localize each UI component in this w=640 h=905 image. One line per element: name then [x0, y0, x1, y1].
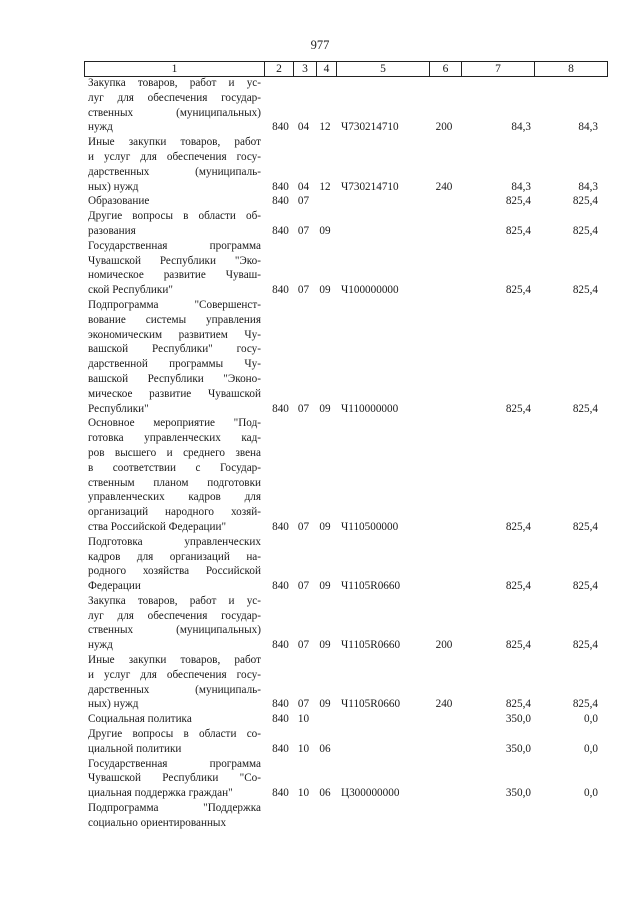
row-description [84, 712, 263, 727]
row-subsection: 09 [319, 520, 331, 533]
description-line: ской Республики" [88, 284, 173, 297]
row-section: 10 [297, 787, 310, 800]
row-amount-year-1: 84,3 [511, 121, 531, 134]
row-admin-code: 840 [272, 639, 289, 652]
row-amount-year-2: 84,3 [578, 180, 598, 193]
table-row [84, 727, 606, 757]
row-amount-year-1: 825,4 [505, 284, 531, 297]
row-section: 04 [297, 180, 310, 193]
description-line: вашской Республики" госу- [88, 343, 261, 356]
row-description [84, 209, 263, 239]
row-target-article: Ц300000000 [341, 787, 400, 800]
row-admin-code: 840 [272, 580, 289, 593]
row-description [84, 535, 263, 594]
header-col-8: 8 [534, 62, 607, 76]
description-line: ственных (муниципальных) [88, 106, 261, 119]
row-amount-year-1: 825,4 [505, 580, 531, 593]
row-amount-year-2: 84,3 [578, 121, 598, 134]
row-admin-code: 840 [272, 787, 289, 800]
description-line: Государственная программа [88, 757, 261, 770]
row-section: 07 [297, 580, 310, 593]
row-subsection: 06 [319, 742, 331, 755]
table-row [84, 594, 606, 653]
row-description [84, 298, 263, 416]
row-subsection: 09 [319, 224, 331, 237]
header-col-4: 4 [316, 62, 336, 76]
description-line: Подпрограмма "Совершенст- [88, 298, 261, 311]
row-section: 10 [297, 742, 310, 755]
row-target-article: Ч1105R0660 [341, 639, 401, 652]
row-amount-year-2: 0,0 [584, 742, 598, 755]
row-amount-year-1: 350,0 [505, 787, 531, 800]
row-section: 07 [297, 520, 310, 533]
description-line: Чувашской Республики "Со- [88, 772, 261, 785]
row-amount-year-1: 825,4 [505, 402, 531, 415]
row-target-article: Ч730214710 [341, 180, 399, 193]
description-line: Подготовка управленческих [88, 535, 261, 548]
table-row [84, 757, 606, 801]
row-amount-year-2: 825,4 [572, 224, 598, 237]
table-row [84, 135, 606, 194]
row-target-article: Ч1105R0660 [341, 580, 401, 593]
table-row [84, 801, 606, 831]
row-amount-year-1: 825,4 [505, 698, 531, 711]
row-expense-type: 240 [435, 698, 453, 711]
row-amount-year-1: 825,4 [505, 639, 531, 652]
row-description [84, 194, 263, 209]
row-description [84, 135, 263, 194]
table-header [84, 61, 608, 77]
description-line: вование системы управления [88, 313, 261, 326]
description-line: и услуг для обеспечения госу- [88, 150, 261, 163]
table-row [84, 712, 606, 727]
row-amount-year-2: 825,4 [572, 698, 598, 711]
row-subsection: 09 [319, 402, 331, 415]
row-target-article: Ч110500000 [341, 520, 399, 533]
description-line: Иные закупки товаров, работ [88, 136, 261, 149]
description-line: управленческих кадров для [88, 491, 261, 504]
row-amount-year-1: 825,4 [505, 224, 531, 237]
description-line: луг для обеспечения государ- [88, 91, 261, 104]
header-col-5: 5 [336, 62, 429, 76]
description-line: Другие вопросы в области со- [88, 728, 261, 741]
row-admin-code: 840 [272, 713, 289, 726]
row-target-article: Ч1105R0660 [341, 698, 401, 711]
description-line: ных) нужд [88, 180, 139, 193]
description-line: Подпрограмма "Поддержка [88, 802, 261, 815]
row-amount-year-1: 350,0 [505, 742, 531, 755]
row-subsection: 09 [319, 284, 331, 297]
table-row [84, 535, 606, 594]
row-description [84, 801, 263, 831]
row-admin-code: 840 [272, 520, 289, 533]
row-amount-year-2: 0,0 [584, 713, 598, 726]
row-amount-year-1: 350,0 [505, 713, 531, 726]
description-line: Закупка товаров, работ и ус- [88, 77, 261, 89]
description-line: социально ориентированных [88, 816, 227, 829]
header-col-6: 6 [429, 62, 461, 76]
description-line: мическое развитие Чувашской [88, 387, 261, 400]
header-col-2: 2 [264, 62, 293, 76]
row-amount-year-2: 0,0 [584, 787, 598, 800]
row-section: 07 [297, 195, 310, 208]
row-description [84, 594, 263, 653]
description-line: дарственных (муниципаль- [88, 683, 261, 696]
row-description [84, 653, 263, 712]
row-target-article: Ч730214710 [341, 121, 399, 134]
row-amount-year-1: 825,4 [505, 195, 531, 208]
row-subsection: 09 [319, 580, 331, 593]
description-line: нужд [88, 639, 113, 652]
row-admin-code: 840 [272, 180, 289, 193]
header-col-1: 1 [171, 63, 178, 75]
row-description [84, 239, 263, 298]
description-line: Основное мероприятие "Под- [88, 417, 261, 430]
row-section: 07 [297, 402, 310, 415]
description-line: ров высшего и среднего звена [88, 446, 261, 459]
description-line: ных) нужд [88, 698, 139, 711]
row-section: 10 [297, 713, 310, 726]
row-description [84, 76, 263, 135]
row-target-article: Ч110000000 [341, 402, 399, 415]
row-section: 07 [297, 639, 310, 652]
row-subsection: 12 [319, 180, 331, 193]
row-admin-code: 840 [272, 742, 289, 755]
table-row [84, 76, 606, 135]
description-line: ства Российской Федерации" [88, 520, 227, 533]
row-section: 07 [297, 224, 310, 237]
description-line: Образование [88, 195, 150, 208]
description-line: Социальная политика [88, 713, 192, 726]
table-row [84, 416, 606, 534]
row-amount-year-1: 825,4 [505, 520, 531, 533]
table-row [84, 298, 606, 416]
description-line: ственных (муниципальных) [88, 624, 261, 637]
row-admin-code: 840 [272, 195, 289, 208]
row-amount-year-2: 825,4 [572, 402, 598, 415]
description-line: нужд [88, 121, 113, 134]
row-section: 04 [297, 121, 310, 134]
row-subsection: 09 [319, 639, 331, 652]
row-description [84, 727, 263, 757]
table-row [84, 209, 606, 239]
description-line: Республики" [88, 402, 149, 415]
description-line: кадров для организаций на- [88, 550, 261, 563]
row-amount-year-1: 84,3 [511, 180, 531, 193]
table-row [84, 653, 606, 712]
row-amount-year-2: 825,4 [572, 195, 598, 208]
table-row [84, 239, 606, 298]
row-admin-code: 840 [272, 402, 289, 415]
row-amount-year-2: 825,4 [572, 639, 598, 652]
row-target-article: Ч100000000 [341, 284, 399, 297]
description-line: номическое развитие Чуваш- [88, 269, 261, 282]
description-line: в соответствии с Государ- [88, 461, 261, 474]
description-line: готовка управленческих кад- [88, 432, 261, 445]
description-line: дарственной программы Чу- [88, 358, 261, 371]
description-line: родного хозяйства Российской [88, 565, 261, 578]
description-line: организаций народного хозяй- [88, 506, 261, 519]
row-amount-year-2: 825,4 [572, 580, 598, 593]
row-expense-type: 240 [435, 180, 453, 193]
description-line: ственным планом подготовки [88, 476, 261, 489]
description-line: и услуг для обеспечения госу- [88, 668, 261, 681]
row-admin-code: 840 [272, 698, 289, 711]
row-section: 07 [297, 698, 310, 711]
description-line: циальной политики [88, 742, 182, 755]
row-admin-code: 840 [272, 121, 289, 134]
row-amount-year-2: 825,4 [572, 520, 598, 533]
description-line: Чувашской Республики "Эко- [88, 254, 261, 267]
description-line: луг для обеспечения государ- [88, 609, 261, 622]
description-line: Государственная программа [88, 239, 261, 252]
row-expense-type: 200 [435, 639, 453, 652]
description-line: дарственных (муниципаль- [88, 165, 261, 178]
description-line: разования [88, 224, 136, 237]
row-amount-year-2: 825,4 [572, 284, 598, 297]
description-line: циальная поддержка граждан" [88, 787, 233, 800]
page-number: 977 [310, 38, 330, 52]
description-line: Закупка товаров, работ и ус- [88, 594, 261, 607]
description-line: Иные закупки товаров, работ [88, 654, 261, 667]
description-line: вашской Республики "Эконо- [88, 372, 261, 385]
header-col-3: 3 [293, 62, 316, 76]
header-col-7: 7 [461, 62, 534, 76]
description-line: экономическим развитием Чу- [88, 328, 261, 341]
row-expense-type: 200 [435, 121, 453, 134]
row-subsection: 12 [319, 121, 331, 134]
row-admin-code: 840 [272, 224, 289, 237]
row-admin-code: 840 [272, 284, 289, 297]
row-description [84, 416, 263, 534]
row-subsection: 09 [319, 698, 331, 711]
table-row [84, 194, 606, 209]
table-body [84, 76, 606, 831]
description-line: Федерации [88, 580, 141, 593]
row-section: 07 [297, 284, 310, 297]
description-line: Другие вопросы в области об- [88, 210, 261, 223]
row-subsection: 06 [319, 787, 331, 800]
row-description [84, 757, 263, 801]
